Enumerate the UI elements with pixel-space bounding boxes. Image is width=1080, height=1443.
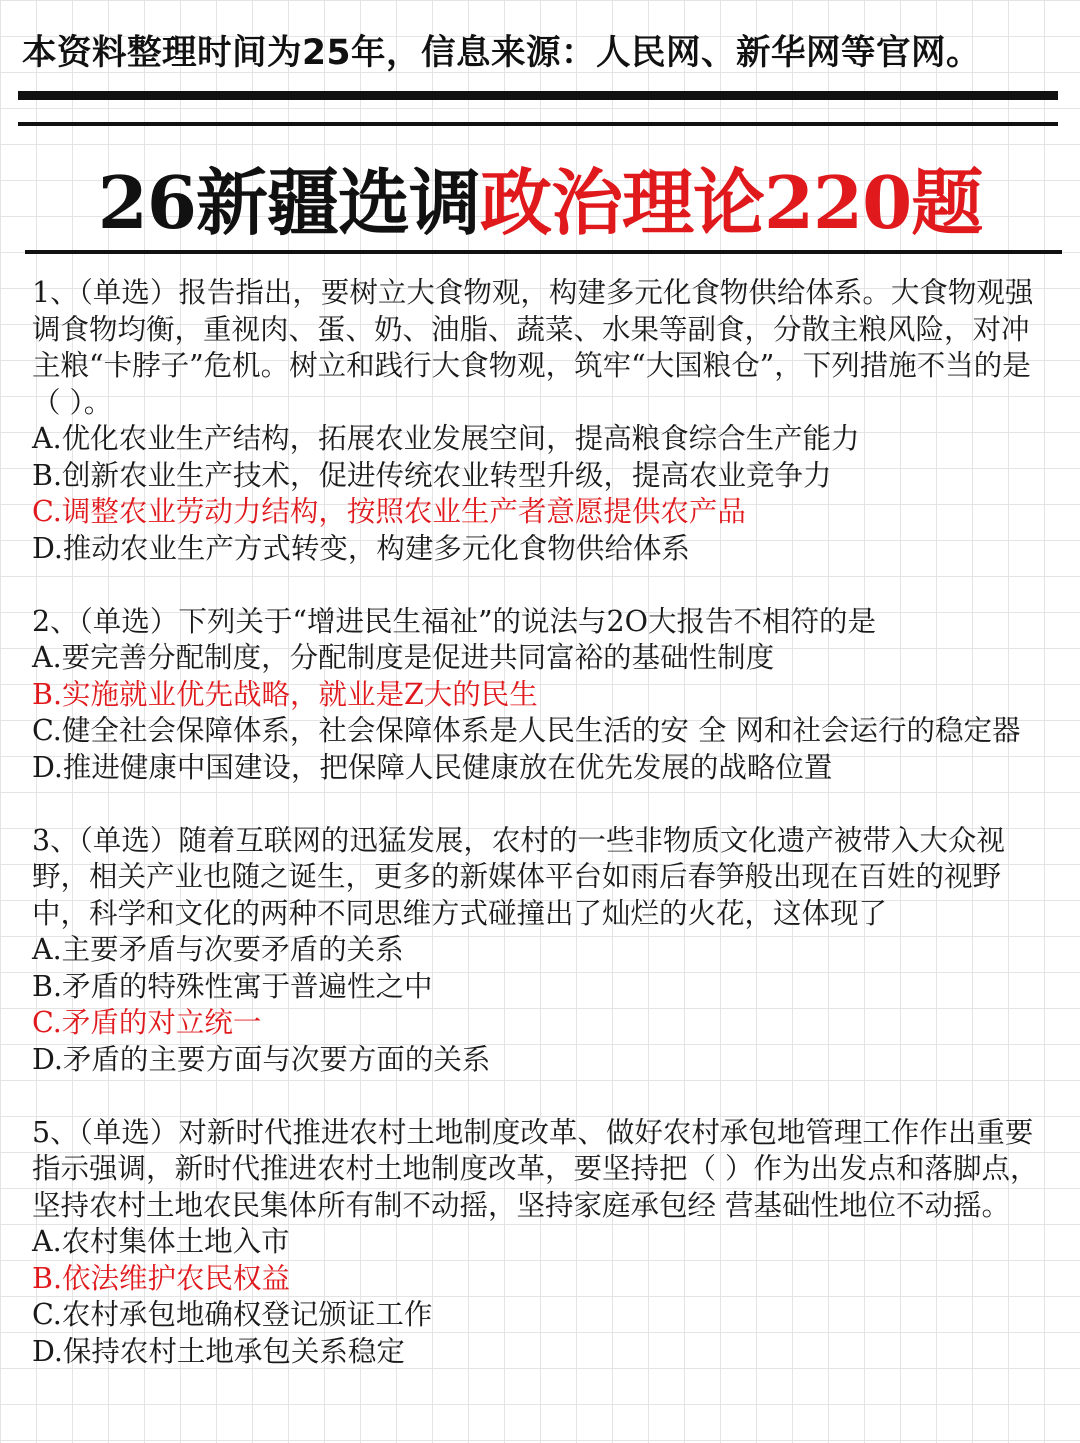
question-stem: 1、（单选）报告指出，要树立大食物观，构建多元化食物供给体系。大食物观强调食物均衡，重视肉、蛋、奶、油脂、蔬菜、水果等副食，分散主粮风险，对冲主粮“卡脖子”危机。树立和践行大食物观，筑牢“大国粮仓”，下列措施不当的是（ ）。 [32, 276, 1034, 419]
option-c: C.健全社会保障体系，社会保障体系是人民生活的安 全 网和社会运行的稳定器 [32, 714, 1021, 747]
option-c-correct: C.矛盾的对立统一 [32, 1006, 262, 1039]
option-a: A.优化农业生产结构，拓展农业发展空间，提高粮食综合生产能力 [32, 422, 860, 455]
question-1 [32, 275, 1057, 567]
title-highlight: 政治理论220题 [479, 160, 983, 245]
option-a: A.主要矛盾与次要矛盾的关系 [32, 933, 404, 966]
question-stem: 3、（单选）随着互联网的迅猛发展，农村的一些非物质文化遗产被带入大众视野，相关产业也随之诞生，更多的新媒体平台如雨后春笋般出现在百姓的视野中，科学和文化的两种不同思维方式碰撞出了灿烂的火花，这体现了 [32, 823, 1005, 930]
option-b: B.矛盾的特殊性寓于普遍性之中 [32, 969, 433, 1003]
option-b: B.创新农业生产技术，促进传统农业转型升级，提高农业竞争力 [32, 458, 832, 492]
option-d: D.矛盾的主要方面与次要方面的关系 [32, 1042, 491, 1076]
source-note: 本资料整理时间为25年，信息来源：人民网、新华网等官网。 [22, 33, 982, 73]
question-5 [32, 1115, 1057, 1371]
question-stem: 2、（单选）下列关于“增进民生福祉”的说法与2O大报告不相符的是 [32, 604, 877, 638]
title-prefix: 26新疆选调 [97, 160, 480, 245]
option-d: D.保持农村土地承包关系稳定 [32, 1334, 405, 1368]
option-d: D.推进健康中国建设，把保障人民健康放在优先发展的战略位置 [32, 750, 833, 784]
question-list [32, 275, 1057, 1407]
option-b-correct: B.依法维护农民权益 [32, 1261, 291, 1295]
question-stem: 5、（单选）对新时代推进农村土地制度改革、做好农村承包地管理工作作出重要指示强调，新时代推进农村土地制度改革，要坚持把（ ）作为出发点和落脚点，坚持农村土地农民集体所有制不动摇，坚持家庭承包经 营基础性地位不动摇。 [32, 1115, 1039, 1222]
option-c-correct: C.调整农业劳动力结构，按照农业生产者意愿提供农产品 [32, 495, 746, 528]
question-2 [32, 604, 1057, 787]
option-a: A.要完善分配制度，分配制度是促进共同富裕的基础性制度 [32, 641, 775, 674]
option-a: A.农村集体土地入市 [32, 1225, 290, 1258]
divider-top-thin [18, 122, 1058, 126]
option-c: C.农村承包地确权登记颁证工作 [32, 1298, 433, 1331]
option-d: D.推动农业生产方式转变，构建多元化食物供给体系 [32, 531, 690, 565]
question-3 [32, 823, 1057, 1079]
divider-under-title [25, 250, 1062, 254]
page-title [0, 145, 1080, 249]
option-b-correct: B.实施就业优先战略，就业是Z大的民生 [32, 677, 538, 711]
divider-top-thick [18, 91, 1058, 100]
